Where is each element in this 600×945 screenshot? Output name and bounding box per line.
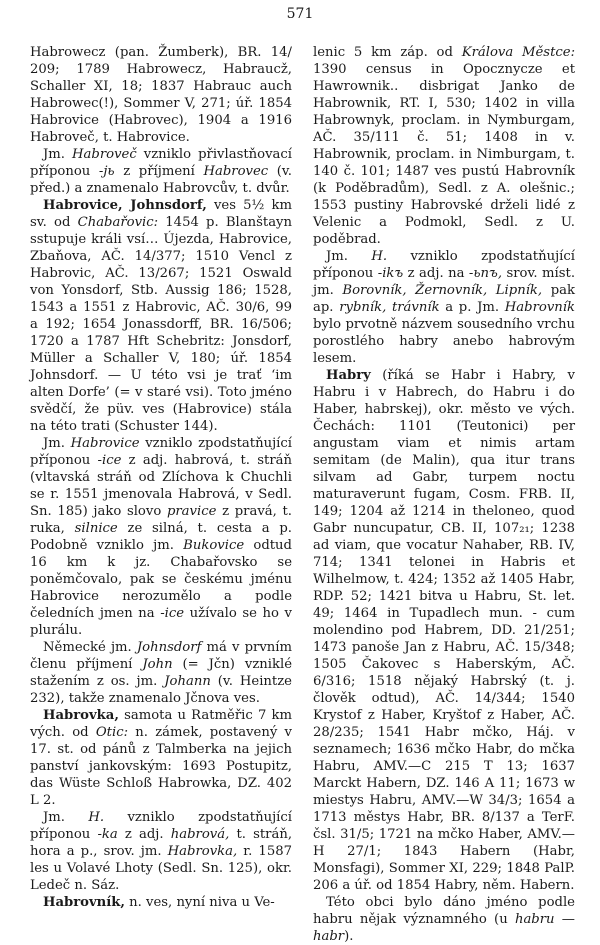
italic-term: Králova Městce:: [461, 45, 576, 60]
text-run: z adj. na: [403, 266, 469, 281]
text-run: a p. Jm.: [439, 300, 505, 315]
entry-paragraph: [30, 707, 292, 809]
text-run: ).: [344, 929, 354, 944]
right-column: [313, 44, 575, 945]
text-run: (v. před.) a znamenalo Habrovcův, t. dvůr.: [30, 164, 292, 196]
text-run: vzniklo zpodstatňující příponou: [313, 249, 575, 281]
left-column: [30, 44, 292, 911]
headword: Habrovník,: [43, 895, 125, 910]
italic-term: pravice: [166, 504, 217, 519]
entry-paragraph: [313, 44, 575, 248]
entry-paragraph: [313, 367, 575, 894]
text-run: pak ap.: [313, 283, 575, 315]
text-run: samota u Ratměřic 7 km vých. od: [30, 708, 292, 740]
text-run: lenic 5 km záp. od: [313, 45, 462, 60]
text-run: ves 5½ km sv. od: [30, 198, 292, 230]
text-run: užívalo se ho v plurálu.: [30, 606, 292, 638]
text-run: má v prvním členu příjmení: [30, 640, 292, 672]
entry-paragraph: [30, 146, 292, 197]
text-run: z pravá, t. ruka,: [30, 504, 292, 536]
entry-paragraph: [30, 894, 292, 911]
italic-term: -ikъ: [377, 266, 404, 281]
italic-term: Bukovice: [183, 538, 245, 553]
text-run: t. stráň, hora a p., srov. jm.: [30, 827, 293, 859]
italic-term: -ice: [97, 453, 122, 468]
italic-term: Borovník, Žernovník, Lipník,: [342, 283, 543, 298]
entry-paragraph: [30, 44, 292, 146]
headword: Habry: [326, 368, 371, 383]
text-run: Jm.: [43, 810, 89, 825]
italic-term: Johnsdorf: [136, 640, 202, 655]
text-run: srov. míst. jm.: [313, 266, 576, 298]
italic-term: silnice: [74, 521, 118, 536]
text-run: (v. Heintze 232), takže znamenalo Jčnova ves.: [30, 674, 292, 706]
text-run: r. 1587 les u Volavé Lhoty (Sedl. Sn. 125), okr. Ledeč n. Sáz.: [30, 844, 292, 893]
text-run: ze silná, t. cesta a p. Podobně vzniklo jm.: [30, 521, 292, 553]
text-run: z adj. habrová, t. stráň (vltavská stráň od Zlíchova k Chuchli se r. 1551 jmenovala Habrová, v Sedl. Sn. 185) jako slovo: [30, 453, 292, 519]
italic-term: habrová,: [170, 827, 230, 842]
italic-term: H.: [371, 249, 388, 264]
text-run: Jm.: [43, 147, 73, 162]
text-run: (říká se Habr i Habry, v Habru i v Habrech, do Habru i do Haber, habrskej), okr. město ve vých. Čechách: 1101 (Teutonici) per angustam viam et nimis artam semitam (de Malin), qua itur trans silvam ad Gabr, turpem noctu maturaverunt fugam, Cosm. FRB. II, 149; 1204 až 1214 in theloneo, quod Gabr nuncupatur, CB. II, 107₂₁; 1238 ad viam, que vocatur Nahaber, RB. IV, 714; 1341 telonei in Habris et Wilhelmow, t. 424; 1352 až 1405 Habr, RDP. 52; 1421 bitva u Habru, St. let. 49; 1464 in Tupadlech mun. - cum molendino pod Habrem, DD. 21/251; 1473 panoše Jan z Habru, AČ. 15/348; 1505 Čakovec s Haberským, AČ. 6/316; 1518 nějaký Habrský (t. j. člověk odtud), AČ. 14/344; 1540 Krystof z Haber, Kryštof z Haber, AČ. 28/235; 1541 Habr mčko, Háj. v seznamech; 1636 mčko Habr, do mčka Habru, AMV.—C 215 T 13; 1637 Marckt Habern, DZ. 146 A 11; 1673 w miestys Habru, AMV.—W 34/3; 1654 a 1713 městys Habr, BR. 8/137 a TerF. čsl. 31/5; 1721 na mčko Haber, AMV.—H 27/1; 1843 Habern (Habr, Monsfagi), Sommer XI, 229; 1848 PalP. 206 a úř. od 1854 Habry, něm. Habern.: [313, 368, 575, 893]
italic-term: Habroveč: [72, 147, 137, 162]
entry-paragraph: [30, 197, 292, 435]
italic-term: -ьnъ,: [468, 266, 503, 281]
text-run: Německé jm.: [43, 640, 137, 655]
italic-term: rybník, trávník: [339, 300, 440, 315]
entry-paragraph: [30, 639, 292, 707]
text-run: (= Jčn) vzniklé stažením z os. jm.: [30, 657, 292, 689]
text-run: bylo prvotně názvem sousedního vrchu porostlého habry anebo habrovým lesem.: [313, 317, 575, 366]
text-run: n. zámek, postavený v 17. st. od pánů z Talmberka na jejich panství jankovským: 1693 Postupitz, das Wüste Schloß Habrowka, DZ. 402 L 2.: [30, 725, 292, 808]
italic-term: Johann: [164, 674, 211, 689]
text-run: Jm.: [326, 249, 372, 264]
text-run: z příjmení: [114, 164, 204, 179]
text-run: Jm.: [43, 436, 71, 451]
italic-term: Habrovice: [70, 436, 140, 451]
entry-paragraph: [30, 435, 292, 639]
text-run: z adj.: [117, 827, 171, 842]
text-run: 1390 census in Opocznycze et Hawrownik.. disbrigat Janko de Habrownik, RT. I, 530; 1402 in villa Habrownyk, proclam. in Nymburgam, AČ. 35/111 č. 51; 1408 in v. Habrownik, proclam. in Nimburgam, t. 140 č. 101; 1487 ves pustú Habrovník (k Poděbradům), Sedl. z A. olešnic.; 1553 pustiny Habrovské drželi lidé z Velenic a Podmokl, Sedl. z U. poděbrad.: [313, 62, 575, 247]
text-run: vzniklo zpodstatňující příponou: [30, 436, 292, 468]
italic-term: Chabařovic:: [77, 215, 159, 230]
italic-term: H.: [88, 810, 105, 825]
text-run: 1454 p. Blanštayn sstupuje králi vsí… Újezda, Habrovice, Zbaňova, AČ. 14/377; 1510 Vencl z Habrovic, AČ. 13/267; 1521 Oswald von Yonsdorf, Stb. Aussig 186; 1528, 1543 a 1551 z Habrovic, AČ. 30/6, 99 a 192; 1654 Jonassdorff, BR. 16/506; 1720 a 1787 Hft Schebritz: Jonsdorf, Müller a Schaller V, 180; úř. 1854 Johnsdorf. — U této vsi je trať ‘im alten Dorfe’ (= v staré vsi). Toto jméno svědčí, že püv. ves (Habrovice) stála na této trati (Schuster 144).: [30, 215, 292, 434]
text-run: vzniklo zpodstatňující příponou: [30, 810, 292, 842]
page-number: 571: [286, 6, 314, 22]
italic-term: -ice: [160, 606, 185, 621]
entry-paragraph: [30, 809, 292, 894]
italic-term: Habrovník: [504, 300, 575, 315]
italic-term: John: [142, 657, 173, 672]
italic-term: -ka: [97, 827, 118, 842]
italic-term: Otic:: [95, 725, 129, 740]
entry-paragraph: [313, 894, 575, 945]
text-run: odtud 16 km k jz. Chabařovsko se poněmčovalo, pak se českému jménu Habrovice nerozumělo a podle čeledních jmen na: [30, 538, 292, 621]
text-run: Této obci bylo dáno jméno podle habru nějak významného (u: [313, 895, 575, 927]
text-run: n. ves, nyní niva u Ve-: [124, 895, 275, 910]
headword: Habrovka,: [43, 708, 119, 723]
headword: Habrovice, Johnsdorf,: [43, 198, 207, 213]
text-run: vzniklo přivlastňovací příponou: [30, 147, 292, 179]
italic-term: Habrovec: [203, 164, 269, 179]
text-run: Habrowecz (pan. Žumberk), BR. 14/ 209; 1789 Habrowecz, Habraucž, Schaller XI, 18; 1837 Habrauc auch Habrowec(!), Sommer V, 271; úř. 1854 Habrovice (Habrovec), 1904 a 1916 Habroveč, t. Habrovice.: [30, 45, 292, 145]
entry-paragraph: [313, 248, 575, 367]
italic-term: Habrovka,: [167, 844, 238, 859]
italic-term: habru — habr: [313, 912, 575, 944]
italic-term: -jь: [98, 164, 115, 179]
